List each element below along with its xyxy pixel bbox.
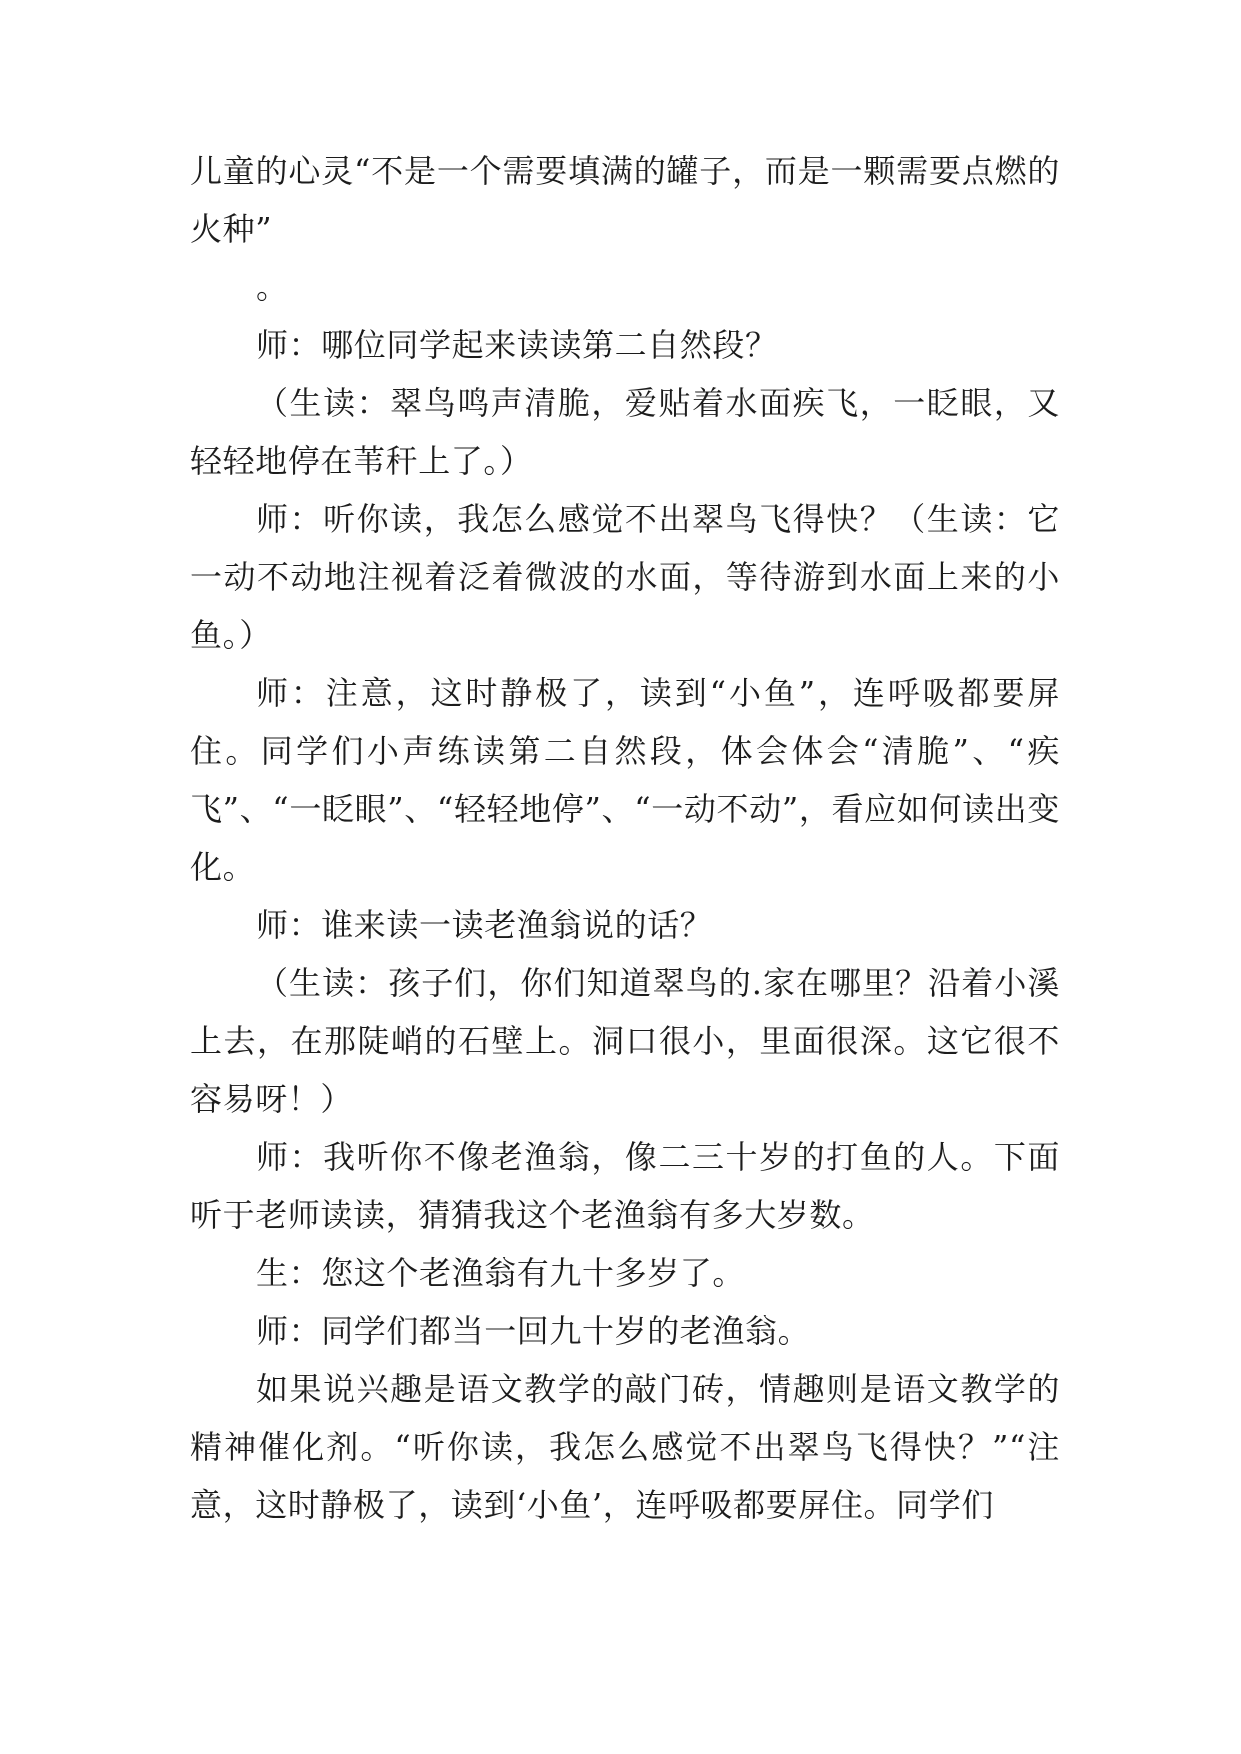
paragraph-1: 儿童的心灵“不是一个需要填满的罐子，而是一颗需要点燃的火种”: [190, 152, 1060, 248]
document-page: [190, 142, 1060, 1534]
paragraph-6: 师：注意，这时静极了，读到“小鱼”，连呼吸都要屏住。同学们小声练读第二自然段，体会体会“清脆”、“疾飞”、“一眨眼”、“轻轻地停”、“一动不动”，看应如何读出变化。: [190, 674, 1060, 886]
paragraph-8: （生读：孩子们，你们知道翠鸟的.家在哪里？沿着小溪上去，在那陡峭的石壁上。洞口很小，里面很深。这它很不容易呀！）: [190, 964, 1060, 1118]
paragraph-10: 生：您这个老渔翁有九十多岁了。: [256, 1254, 746, 1292]
paragraph-7: 师：谁来读一读老渔翁说的话？: [256, 906, 713, 944]
paragraph-3: 师：哪位同学起来读读第二自然段？: [256, 326, 778, 364]
paragraph-2: 。: [256, 268, 289, 306]
paragraph-11: 师：同学们都当一回九十岁的老渔翁。: [256, 1312, 811, 1350]
paragraph-5: 师：听你读，我怎么感觉不出翠鸟飞得快？（生读：它一动不动地注视着泛着微波的水面，等待游到水面上来的小鱼。）: [190, 500, 1060, 654]
paragraph-4: （生读：翠鸟鸣声清脆，爱贴着水面疾飞，一眨眼，又轻轻地停在苇秆上了。）: [190, 384, 1060, 480]
paragraph-9: 师：我听你不像老渔翁，像二三十岁的打鱼的人。下面听于老师读读，猜猜我这个老渔翁有多大岁数。: [190, 1138, 1060, 1234]
paragraph-12: 如果说兴趣是语文教学的敲门砖，情趣则是语文教学的精神催化剂。“听你读，我怎么感觉不出翠鸟飞得快？”“注意，这时静极了，读到‘小鱼’，连呼吸都要屏住。同学们: [190, 1370, 1060, 1524]
